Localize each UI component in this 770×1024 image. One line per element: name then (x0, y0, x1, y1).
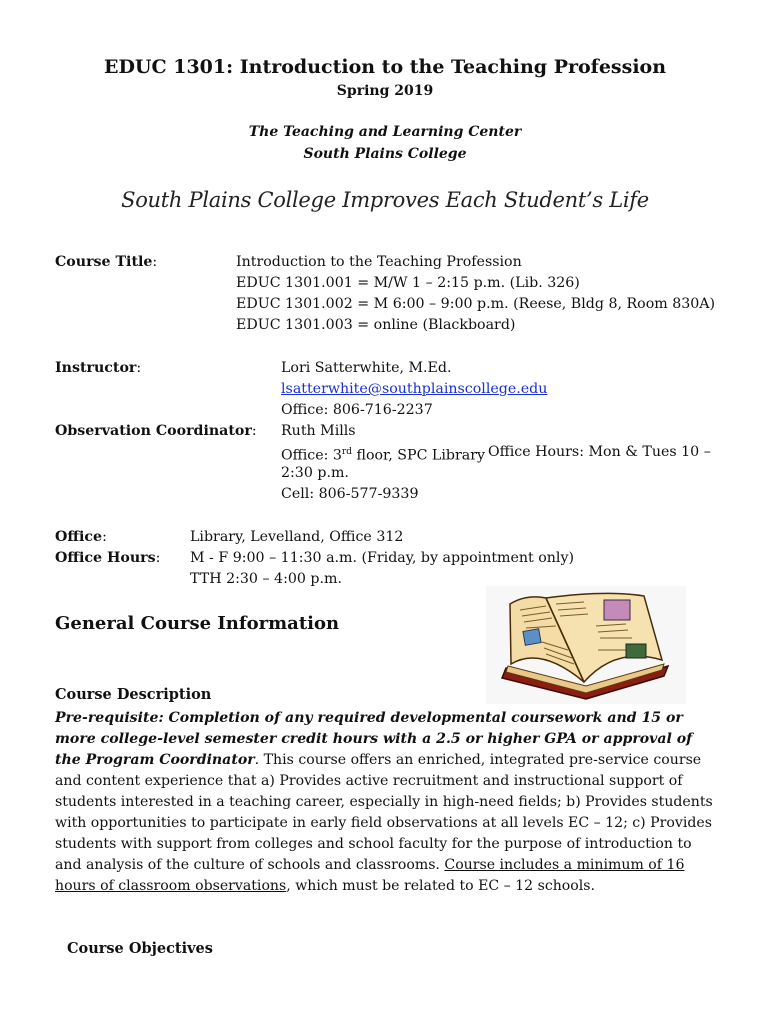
term: Spring 2019 (336, 83, 434, 99)
instructor-email-link[interactable]: lsatterwhite@southplainscollege.edu (281, 381, 548, 397)
course-line: EDUC 1301.003 = online (Blackboard) (236, 317, 516, 333)
observation-info (281, 421, 356, 442)
office-label (55, 527, 107, 548)
instructor-label-text: Instructor (55, 360, 137, 376)
college-motto: South Plains College Improves Each Student’s Life (121, 188, 649, 212)
observation-label-text: Observation Coordinator (55, 423, 252, 439)
office-hours-line: M - F 9:00 – 11:30 a.m. (Friday, by appointment only) (190, 550, 575, 566)
course-line: EDUC 1301.002 = M 6:00 – 9:00 p.m. (Reese, Bldg 8, Room 830A) (236, 296, 716, 312)
instructor-label (55, 358, 141, 379)
description-tail: , which must be related to EC – 12 schools. (286, 878, 595, 894)
observation-cell: Cell: 806-577-9339 (281, 486, 419, 502)
office-hours-label (55, 548, 160, 569)
book-picture-right-top (604, 600, 630, 620)
office-value: Library, Levelland, Office 312 (190, 529, 404, 545)
prerequisite-period: . (254, 752, 260, 768)
course-description-paragraph (55, 708, 715, 897)
observation-office-prefix: Office: 3 (281, 447, 342, 464)
instructor-name: Lori Satterwhite, M.Ed. (281, 360, 452, 376)
description-body: This course offers an enriched, integrated pre-service course and content experience that a) Provides active recruitment and instructional support of students interested in a teaching career, especially in high-need fields; b) Provides students with opportunities to participate in early field observations at all levels EC – 12; c) Provides students with support from colleges and school faculty for the purpose of introduction to and analysis of the culture of schools and classrooms. (55, 752, 713, 873)
office-hours-label-text: Office Hours (55, 550, 156, 566)
observation-label (55, 421, 257, 442)
course-line: EDUC 1301.001 = M/W 1 – 2:15 p.m. (Lib. 326) (236, 275, 580, 291)
course-lines (236, 252, 715, 336)
general-info-heading: General Course Information (55, 613, 340, 634)
instructor-office: Office: 806-716-2237 (281, 402, 433, 418)
course-title-colon: : (152, 254, 158, 270)
observation-hours-line1: Office Hours: Mon & Tues 10 – (488, 444, 711, 460)
observation-name: Ruth Mills (281, 423, 356, 439)
center-name: The Teaching and Learning Center (248, 124, 522, 140)
observation-office-sup: rd (341, 447, 352, 457)
course-description-heading: Course Description (55, 686, 212, 703)
prerequisite-text: Pre-requisite: Completion of any required developmental coursework and 15 or more college-level semester credit hours with a 2.5 or higher GPA or approval of the Program Coordinator (55, 710, 693, 768)
book-picture-left (523, 629, 541, 646)
observation-colon: : (251, 423, 257, 439)
course-objectives-heading: Course Objectives (67, 940, 213, 957)
course-title-label-text: Course Title (55, 254, 153, 270)
course-line: Introduction to the Teaching Profession (236, 254, 522, 270)
observation-hours-line2: 2:30 p.m. (281, 465, 349, 481)
document-title: EDUC 1301: Introduction to the Teaching Profession (103, 56, 667, 78)
office-label-text: Office (55, 529, 103, 545)
open-book-icon (486, 586, 686, 704)
college-name: South Plains College (303, 146, 467, 162)
instructor-info (281, 358, 547, 421)
observation-office-suffix: floor, SPC Library (352, 447, 486, 464)
office-hours-line: TTH 2:30 – 4:00 p.m. (190, 571, 342, 587)
book-picture-right-bottom (626, 644, 646, 658)
office-colon: : (102, 529, 107, 545)
office-hours-colon: : (155, 550, 161, 566)
course-title-label (55, 252, 157, 273)
observation-requirement: Course includes a minimum of 16 hours of classroom observations (55, 857, 685, 894)
office-hours-values (190, 548, 574, 590)
open-book-illustration (486, 586, 686, 704)
instructor-colon: : (136, 360, 142, 376)
